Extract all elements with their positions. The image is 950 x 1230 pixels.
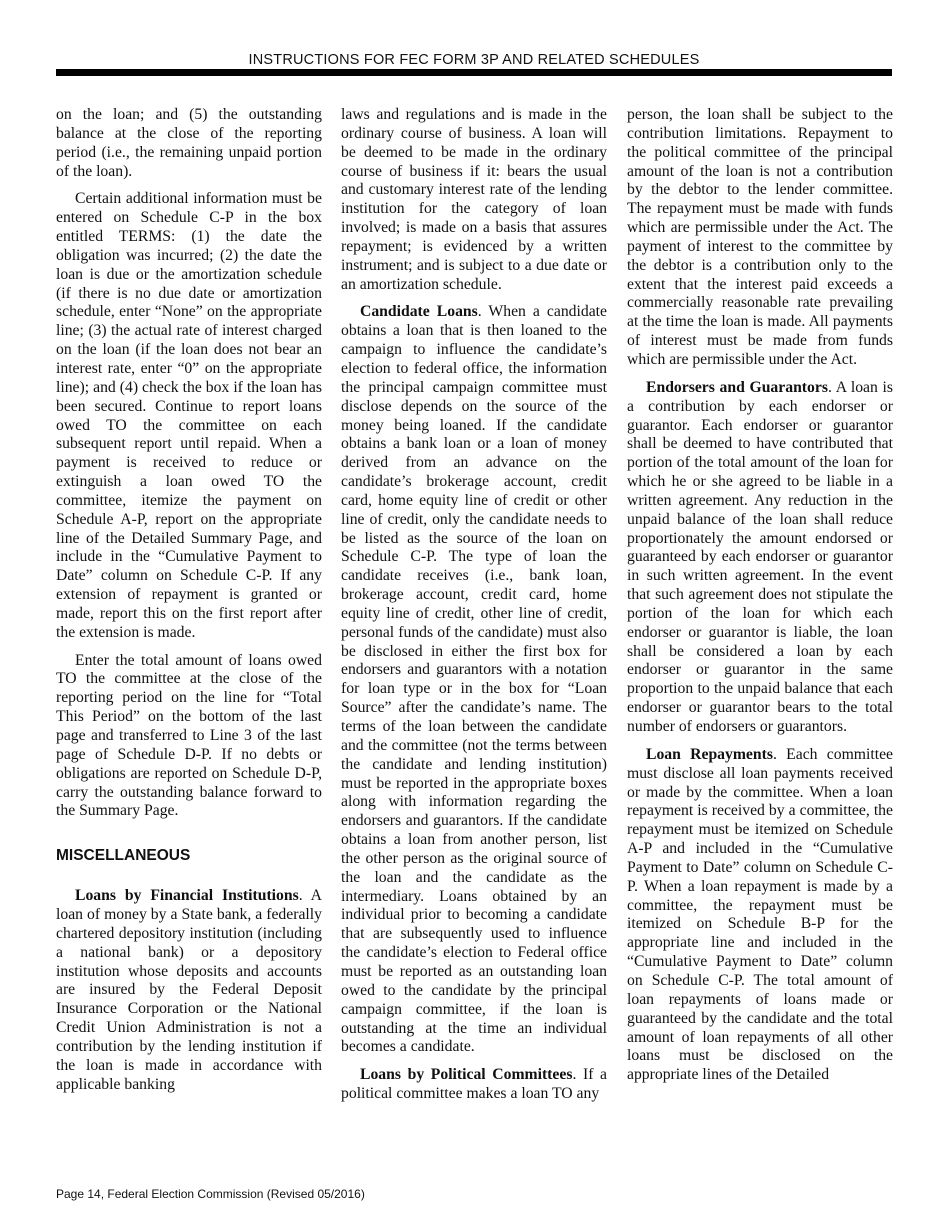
paragraph bbox=[341, 1066, 607, 1104]
run-in-heading: Loans by Political Committees bbox=[360, 1066, 573, 1084]
page-footer: Page 14, Federal Election Commission (Revised 05/2016) bbox=[56, 1187, 365, 1201]
paragraph-body: . Each committee must disclose all loan payments received or made by the committee. When a loan repayment is received by a committee, the repayment must be itemized on Schedule A-P and included in the “Cumulative Payment to Date” column on Schedule C-P. When a loan repayment is made by a committee, the repayment must be itemized on Schedule B-P for the appropriate line and included in the “Cumulative Payment to Date” column on Schedule C-P. The total amount of loan repayments of loans made or guaranteed by the candidate and the total amount of loan repayments of all other loans must be disclosed on the appropriate lines of the Detailed bbox=[627, 745, 893, 1084]
column-2 bbox=[341, 106, 607, 1113]
paragraph-body: . If a political committee makes a loan TO any bbox=[341, 1066, 607, 1103]
paragraph: laws and regulations and is made in the ordinary course of business. A loan will be deemed to be made in the ordinary course of business if it: bears the usual and customary interest rate of the lending institution for the category of loan involved; is made on a basis that assures repayment; is evidenced by a written instrument; and is subject to a due date or an amortization schedule. bbox=[341, 106, 607, 293]
paragraph-body: . A loan is a contribution by each endorser or guarantor. Each endorser or guarantor shall be deemed to have contributed that portion of the total amount of the loan for which he or she agreed to be liable in a written agreement. Any reduction in the unpaid balance of the loan shall reduce proportionately the amount endorsed or guaranteed by each endorser or guarantor in such written agreement. In the event that such agreement does not stipulate the portion of the loan for which each endorser or guarantor is liable, the loan shall be considered a loan by each endorser or guarantor in the same proportion to the unpaid balance that each endorser or guarantor bears to the total number of endorsers or guarantors. bbox=[627, 378, 893, 735]
run-in-heading: Endorsers and Guarantors bbox=[646, 378, 828, 396]
paragraph: Enter the total amount of loans owed TO the committee at the close of the reporting period on the line for “Total This Period” on the bottom of the last page and transferred to Line 3 of the last page of Schedule D-P. If no debts or obligations are reported on Schedule D-P, carry the outstanding balance forward to the Summary Page. bbox=[56, 651, 322, 820]
paragraph bbox=[627, 746, 893, 1085]
run-in-heading: Candidate Loans bbox=[360, 303, 478, 321]
column-3 bbox=[627, 106, 893, 1094]
paragraph-body: . When a candidate obtains a loan that is then loaned to the campaign to influence the candidate’s election to federal office, the information the principal campaign committee must disclose depends on the source of the money being loaned. If the candidate obtains a bank loan or a loan of money derived from an advance on the candidate’s brokerage account, credit card, home equity line of credit or other line of credit, only the candidate needs to be listed as the source of the loan on Schedule C-P. The type of loan the candidate receives (i.e., bank loan, brokerage account, credit card, home equity line of credit, other line of credit, personal funds of the candidate) must also be disclosed in either the first box for endorsers and guarantors with a notation for loan type or in the box for “Loan Source” after the candidate’s name. The terms of the loan between the candidate and the committee (not the terms between the candidate and lending institution) must be reported in the appropriate boxes along with information regarding the endorsers and guarantors. If the candidate obtains a loan from another person, list the other person as the original source of the loan and the candidate as the intermediary. Loans obtained by an individual prior to becoming a candidate that are subsequently used to influence the candidate’s election to Federal office must be reported as an outstanding loan owed to the candidate by the principal campaign committee, if the loan is outstanding at the time an individual becomes a candidate. bbox=[341, 303, 607, 1056]
run-in-heading: Loan Repayments bbox=[646, 745, 773, 763]
paragraph-body: . A loan of money by a State bank, a federally chartered depository institution (including a national bank) or a depository institution whose deposits and accounts are insured by the Federal Deposit Insurance Corporation or the National Credit Union Administration is not a contribution by the lending institution if the loan is made in accordance with applicable banking bbox=[56, 887, 322, 1093]
page-header-title: INSTRUCTIONS FOR FEC FORM 3P AND RELATED SCHEDULES bbox=[248, 52, 700, 68]
paragraph: Certain additional information must be entered on Schedule C-P in the box entitled TERMS: (1) the date the obligation was incurred; (2) the date the loan is due or the amortization schedule (if there is no due date or amortization schedule, enter “None” on the appropriate line; (3) the actual rate of interest charged on the loan (if the loan does not bear an interest rate, enter “0” on the appropriate line); and (4) check the box if the loan has been secured. Continue to report loans owed TO the committee on each subsequent report until repaid. When a payment is received to reduce or extinguish a loan owed TO the committee, itemize the payment on Schedule A-P, report on the appropriate line of the Detailed Summary Page, and include in the “Cumulative Payment to Date” column on Schedule C-P. If any extension of repayment is granted or made, report this on the first report after the extension is made. bbox=[56, 190, 322, 641]
paragraph bbox=[627, 379, 893, 737]
paragraph: on the loan; and (5) the outstanding balance at the close of the reporting period (i.e., the remaining unpaid portion of the loan). bbox=[56, 106, 322, 180]
header-rule bbox=[56, 69, 892, 76]
run-in-heading: Loans by Financial Institutions bbox=[75, 887, 299, 905]
paragraph bbox=[56, 887, 322, 1094]
paragraph: person, the loan shall be subject to the contribution limitations. Repayment to the political committee of the principal amount of the loan is not a contribution by the debtor to the lender committee. The repayment must be made with funds which are permissible under the Act. The payment of interest to the committee by the debtor is a contribution only to the extent that the interest paid exceeds a commercially reasonable rate prevailing at the time the loan is made. All payments of interest must be made from funds which are permissible under the Act. bbox=[627, 106, 893, 368]
paragraph bbox=[341, 303, 607, 1057]
section-heading-miscellaneous: MISCELLANEOUS bbox=[56, 847, 191, 865]
column-1 bbox=[56, 106, 322, 1104]
